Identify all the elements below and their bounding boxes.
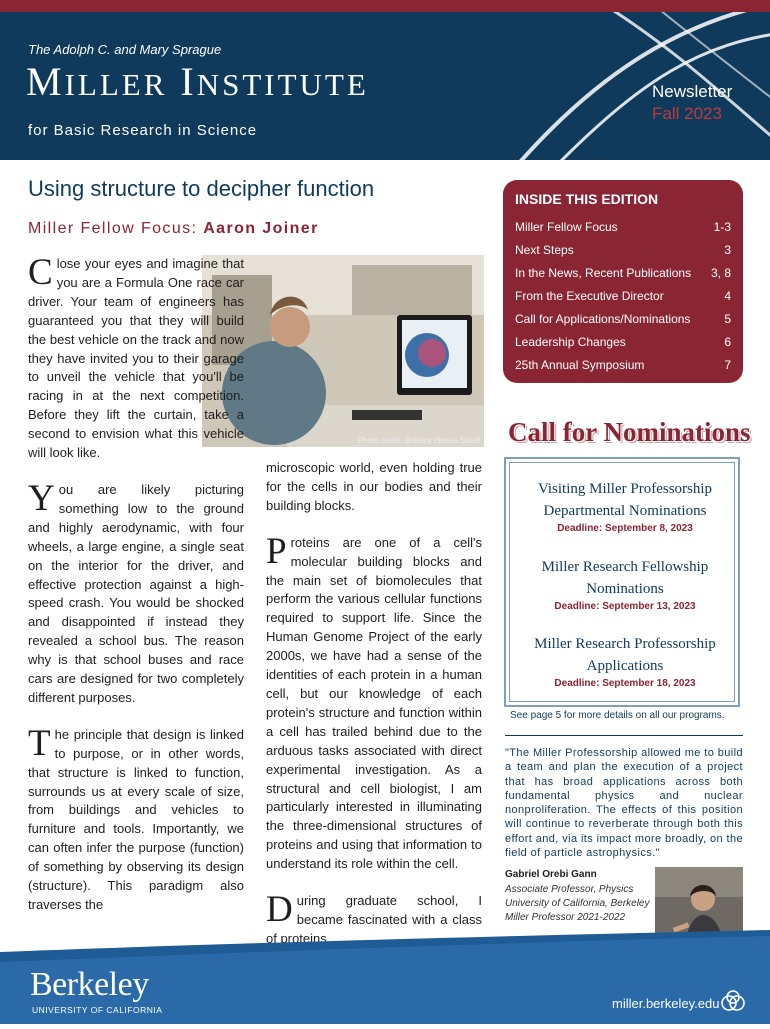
berkeley-wordmark: Berkeley <box>30 966 149 1003</box>
call-for-nominations-title: Call for Nominations <box>508 417 751 447</box>
toc-item[interactable]: From the Executive Director 4 <box>515 289 731 303</box>
paragraph-6: During graduate school, I became fascinated with a class of proteins <box>266 889 482 946</box>
paragraph-3: The principle that design is linked to purpose, or in other words, that structure is linked to function, surrounds us at every scale of size, from buildings and vehicles to furniture and tools. Importantly, we can often infer the purpose (function) of something by observing its design (structure). This paradigm also traverses the <box>28 722 244 912</box>
inside-this-edition-box <box>503 180 743 383</box>
university-of-california: UNIVERSITY OF CALIFORNIA <box>32 1005 163 1015</box>
masthead-subtitle: for Basic Research in Science <box>28 122 258 139</box>
photo-credit: Photo credit: Brittany Hosea-Small <box>357 436 480 445</box>
quote-author-title: Miller Professor 2021-2022 <box>505 912 626 923</box>
masthead-title: MILLER INSTITUTE <box>26 59 369 104</box>
toc-item[interactable]: 25th Annual Symposium 7 <box>515 358 731 372</box>
quote-divider <box>505 735 743 736</box>
toc-item[interactable]: Leadership Changes 6 <box>515 335 731 349</box>
quote-author-role: Associate Professor, Physics <box>505 884 634 895</box>
article-left-column <box>28 252 244 933</box>
testimonial-quote: "The Miller Professorship allowed me to build a team and plan the execution of a project that has broad applications across both fundamental physics and nuclear nonproliferation. The effects of this position will continue to reverberate through both this effort and, via its impact more broadly, on the field of particle astrophysics." <box>505 747 743 860</box>
see-page-note: See page 5 for more details on all our programs. <box>510 710 725 721</box>
toc-item[interactable]: Next Steps 3 <box>515 243 731 257</box>
newsletter-label: Newsletter <box>652 82 733 101</box>
miller-logo-icon <box>720 990 746 1017</box>
nomination-deadline: Deadline: September 13, 2023 <box>554 601 696 612</box>
nominations-box <box>504 457 740 707</box>
masthead-pretitle: The Adolph C. and Mary Sprague <box>28 42 222 57</box>
nomination-title: Miller Research Professorship Applications <box>534 636 716 674</box>
nomination-title: Miller Research Fellowship Nominations <box>541 559 709 597</box>
masthead <box>0 12 770 160</box>
toc-item[interactable]: Miller Fellow Focus 1-3 <box>515 220 731 234</box>
top-accent-stripe <box>0 0 770 12</box>
paragraph-1: Close your eyes and imagine that you are a Formula One race car driver. Your team of engineers has guaranteed you that they will build the best vehicle on the track and now they have invited you to their garage to unveil the vehicle that you'll be racing in at the next competition. Before they lift the curtain, take a second to envision what this vehicle will look like. <box>28 252 244 461</box>
nomination-deadline: Deadline: September 8, 2023 <box>557 523 693 534</box>
paragraph-2: You are likely picturing something low to the ground and highly aerodynamic, with four wheels, a large engine, a single seat on the interior for the driver, and effective protection against a high-speed crash. You would be shocked and disappointed if instead they revealed a school bus. The reason why is that school buses and race cars are designed for two completely different purposes. <box>28 477 244 705</box>
nomination-deadline: Deadline: September 18, 2023 <box>554 678 696 689</box>
issue-season: Fall 2023 <box>652 104 722 123</box>
fellow-focus-line: Miller Fellow Focus: Aaron Joiner <box>28 220 319 237</box>
fellow-photo <box>202 255 484 447</box>
quote-author-affiliation: University of California, Berkeley <box>505 898 650 909</box>
inside-title: INSIDE THIS EDITION <box>515 191 659 207</box>
toc-item[interactable]: In the News, Recent Publications 3, 8 <box>515 266 731 280</box>
toc-item[interactable]: Call for Applications/Nominations 5 <box>515 312 731 326</box>
article-right-column <box>266 459 482 967</box>
paragraph-5: Proteins are one of a cell's molecular building blocks and the main set of biomolecules that perform the various cellular functions required to support life. Since the Human Genome Project of the early 2000s, we have had a sense of the identities of each protein in a human cell, but our knowledge of each protein's structure and function within a cell has trailed behind due to the arduous tasks associated with direct experimental investigation. As a structural and cell biologist, I am particularly interested in illuminating the three-dimensional structures of proteins and using that information to understand its role within the cell. <box>266 530 482 872</box>
nomination-title: Visiting Miller Professorship Departmental Nominations <box>537 481 713 519</box>
paragraph-4: microscopic world, even holding true for the cells in our bodies and their building blocks. <box>266 460 482 513</box>
website-link[interactable]: miller.berkeley.edu <box>612 996 720 1011</box>
article-headline: Using structure to decipher function <box>28 176 375 201</box>
quote-author-name: Gabriel Orebi Gann <box>505 869 597 880</box>
